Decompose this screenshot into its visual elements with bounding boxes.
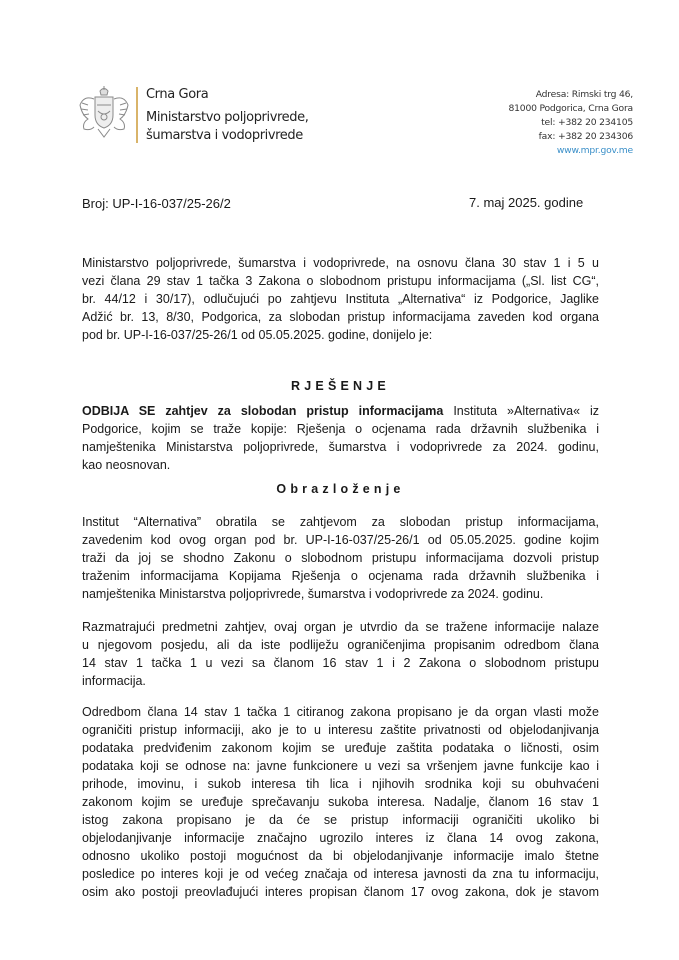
- address-line: Adresa: Rimski trg 46,: [535, 89, 633, 100]
- decision-title: RJEŠENJE: [291, 379, 390, 393]
- decision-first-line: [82, 402, 599, 420]
- text-line: podataka predviđenim zakonom kojim se uređuje zaštita podataka o ličnosti, osim: [82, 741, 599, 755]
- text-line: Ministarstvo poljoprivrede, šumarstva i vodoprivrede, na osnovu člana 30 stav 1 i 5 u: [82, 256, 599, 270]
- text-line: u njegovom posjedu, ali da iste podliježu ograničenjima propisanim odredbom člana: [82, 638, 599, 652]
- website-link[interactable]: www.mpr.gov.me: [556, 145, 633, 156]
- text-line: traženim informacijama Kopijama Rješenja o ocjenama rada državnih službenika i: [82, 569, 599, 583]
- decision-paragraph: [82, 402, 599, 474]
- reasoning-title: Obrazloženje: [276, 482, 405, 496]
- document-number: Broj: UP-I-16-037/25-26/2: [82, 196, 231, 211]
- text-line: podataka koji se odnose na: javne funkcionere u vezi sa vršenjem javne funkcije kao i: [82, 759, 599, 773]
- reasoning-paragraph-2: [82, 618, 599, 690]
- text-line: Adžić br. 13, 8/30, Podgorica, za slobodan pristup informacijama zaveden kod organa: [82, 310, 599, 324]
- city-line: 81000 Podgorica, Crna Gora: [508, 103, 633, 114]
- ministry-name-line1: Ministarstvo poljoprivrede,: [146, 110, 309, 125]
- reasoning-paragraph-1: [82, 513, 599, 603]
- text-line: namještenika Ministarstva poljoprivrede, šumarstva i vodoprivrede za 2024. godinu.: [82, 587, 544, 601]
- text-line: traži da joj se shodno Zakonu o slobodnom pristupu informacijama dozvoli pristup: [82, 551, 599, 565]
- coat-of-arms-emblem: [78, 85, 130, 139]
- text-line: Odredbom člana 14 stav 1 tačka 1 citiranog zakona propisano je da organ vlasti može: [82, 705, 599, 719]
- reasoning-paragraph-3: [82, 703, 599, 901]
- text-line: prihode, imovinu, i sukob interesa tih lica i njihovih srodnika koji su obuhvaćeni: [82, 777, 599, 791]
- text-line: objelodanjivanje informacije značajno ugrozilo interes iz člana 14 ovog zakona,: [82, 831, 599, 845]
- text-line: pod br. UP-I-16-037/25-26/1 od 05.05.2025. godine, donijelo je:: [82, 328, 433, 342]
- country-name: Crna Gora: [146, 87, 209, 102]
- text-line: Institut “Alternativa” obratila se zahtjevom za slobodan pristup informacijama,: [82, 515, 599, 529]
- text-line: osim ako postoji preovlađujući interes propisan članom 17 ovog zakona, dok je stavom: [82, 885, 599, 899]
- text-line: kao neosnovan.: [82, 458, 171, 472]
- document-date: 7. maj 2025. godine: [469, 195, 584, 210]
- contact-block: [509, 88, 633, 158]
- intro-paragraph: [82, 254, 599, 344]
- decision-first-rest: Instituta »Alternativa« iz: [443, 404, 599, 418]
- text-line: namještenika Ministarstva poljoprivrede, šumarstva i vodoprivrede za 2024. godinu,: [82, 440, 599, 454]
- fax-line: fax: +382 20 234306: [538, 131, 633, 142]
- ministry-name-line2: šumarstva i vodoprivrede: [146, 128, 303, 143]
- text-line: zakonom kojim se uređuje sprečavanju sukoba interesa. Nadalje, članom 16 stav 1: [82, 795, 599, 809]
- text-line: ograničiti pristup informaciji, ako je to u interesu zaštite privatnosti od objelodanjivanja: [82, 723, 599, 737]
- text-line: informacija.: [82, 674, 146, 688]
- text-line: zavedenim kod ovog organ pod br. UP-I-16-037/25-26/1 od 05.05.2025. godine kojim: [82, 533, 599, 547]
- text-line: istog zakona propisano je da će se pristup informaciji ograničiti ukoliko bi: [82, 813, 599, 827]
- phone-line: tel: +382 20 234105: [541, 117, 633, 128]
- text-line: odnosno ukoliko postoji mogućnost da bi objelodanjivanje informacije imalo štetne: [82, 849, 599, 863]
- decision-bold-text: ODBIJA SE zahtjev za slobodan pristup informacijama: [82, 404, 444, 418]
- text-line: 14 stav 1 tačka 1 u vezi sa članom 16 stav 1 i 2 Zakona o slobodnom pristupu: [82, 656, 599, 670]
- text-line: Podgorice, kojim se traže kopije: Rješenja o ocjenama rada državnih službenika i: [82, 422, 599, 436]
- decision-rest-lines: [82, 420, 599, 474]
- text-line: posledice po interes koji je od većeg značaja od interesa javnosti da zna tu informaciju,: [82, 867, 599, 881]
- text-line: vezi člana 29 stav 1 tačka 3 Zakona o slobodnom pristupu informacijama („Sl. list CG“,: [82, 274, 599, 288]
- text-line: br. 44/12 i 30/17), odlučujući po zahtjevu Instituta „Alternativa“ iz Podgorice, Jaglike: [82, 292, 599, 306]
- text-line: Razmatrajući predmetni zahtjev, ovaj organ je utvrdio da se tražene informacije nalaze: [82, 620, 599, 634]
- header-divider: [136, 87, 138, 143]
